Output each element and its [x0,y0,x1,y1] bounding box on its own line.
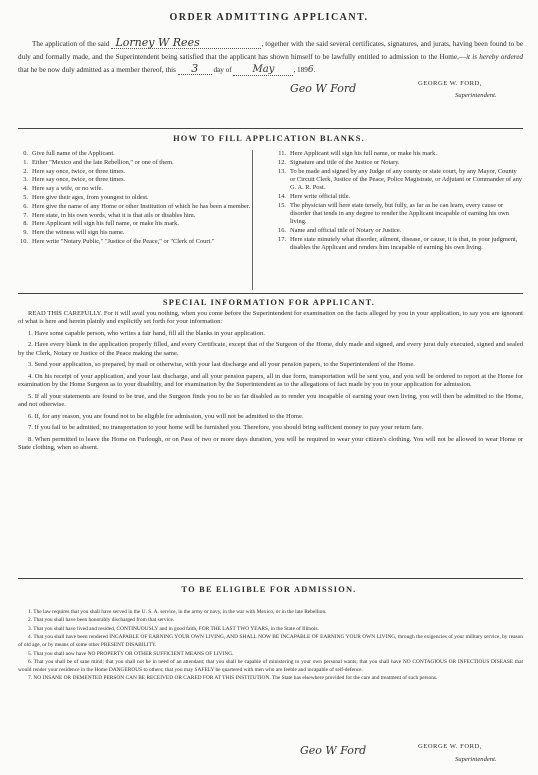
paragraph: 5. If all your statements are found to be true, and the Surgeon finds you to be so far disabled as to render you incapable of earning your own living, you will then be admitted to the Home, and not otherwise. [18,392,523,408]
paragraph: READ THIS CAREFULLY. For it will avail you nothing, when you come before the Superintendent for examination on the facts alleged by you in your application, to say you are ignorant of what is here and herein plainly and explicitly set forth for your information: [18,310,523,326]
item-text: Here the witness will sign his name. [32,229,125,237]
divider [18,128,523,129]
applicant-name-field: Lorney W Rees [111,38,261,49]
how-to-right-column [276,150,523,253]
list-item [18,194,263,202]
divider [18,578,523,579]
item-number: 5. [23,193,28,201]
item-number: 17. [278,235,286,243]
order-text-1: The application of the said [32,40,110,48]
list-item [18,150,263,158]
order-title: ORDER ADMITTING APPLICANT. [169,12,369,23]
item-number: 3. [23,176,28,184]
item-number: 13. [278,167,286,175]
list-item [18,168,263,176]
item-text: Here Applicant will sign his full name, or make his mark. [290,150,437,157]
list-item [18,220,263,228]
item-number: 4. [23,185,28,193]
item-number: 9. [23,229,28,237]
item-text: Here say once, twice, or three times. [32,176,126,184]
eligible-body [18,608,523,683]
item-text: Here say once, twice, or three times. [32,167,126,175]
order-signature: Geo W Ford [290,82,357,95]
order-paragraph: The application of the said Lorney W Rees , together with the said several certificates, signatures, and jurats, having been found to be duly and formally made, and the Superintendent being satisfied that the applicant has shown himself to be lawfully entitled to admission to the Home,—it is hereby ordered that he be now duly admitted as a member thereof, this 3 day of May , 1896. [18,36,524,75]
item-number: 7. [23,211,28,219]
item-number: 10. [20,237,28,245]
paragraph: 2. That you shall have been honorably discharged from that service. [28,617,175,624]
item-number: 0. [23,150,28,157]
item-number: 6. [23,202,28,210]
order-text-2: , together with the said several certificates, signatures, and jurats, having been found to be duly and formally made, and the Superintendent being satisfied that the applicant has shown himself to be lawfully entitled to admission to the Home,— [18,40,524,61]
paragraph: 6. That you shall be of sane mind; that you shall not be in need of an attendant; that you shall be capable of ministering to your own personal wants; that you shall have NO CONTAGIOUS OR INFECTIOUS DISEASE that would render your residence in the Home DANGEROUS to others; that you may SAFELY be quartered with men who are feeble and incapable of self-defence. [18,658,523,673]
list-item [18,159,263,167]
eligible-signer-title: Superintendent. [455,756,497,763]
item-number: 2. [23,167,28,175]
list-item [18,238,263,246]
order-text-ordered: it is hereby ordered [466,53,523,61]
item-number: 12. [278,158,286,166]
day-label: day of [213,66,232,74]
special-info-title: SPECIAL INFORMATION FOR APPLICANT. [162,298,376,307]
item-text: Here give the name of any Home or other Institution of which he has been a member. [32,202,251,210]
item-text: Here write "Notary Public," "Justice of the Peace," or "Clerk of Court." [32,237,215,245]
how-to-title: HOW TO FILL APPLICATION BLANKS. [173,134,365,143]
item-number: 15. [278,201,286,209]
paragraph: 3. That you shall have lived and resided, CONTINUOUSLY and in good faith, FOR THE LAST TWO YEARS, in the State of Illinois. [28,625,319,632]
item-text: Here give their ages, from youngest to oldest. [32,193,149,201]
divider [18,293,523,294]
list-item [18,212,263,220]
list-item [276,236,523,252]
day-field: 3 [178,64,212,75]
paragraph: 4. That you shall have been rendered INCAPABLE OF EARNING YOUR OWN LIVING, AND SHALL NOW BE INCAPABLE OF EARNING YOUR OWN LIVING, through the exigencies of your military service, by reason of old age, or by means of some other PRESENT DISABILITY. [18,634,523,649]
item-text: Name and official title of Notary or Justice. [290,226,402,234]
paragraph: 4. On his receipt of your application, and your last discharge, and all your pension papers, all in due form, transportation will be sent you, and you will be ordered to report at the Home for examination by the Home Surgeon as to your disability, and for examination by the Superintendent as to the allegations of fact made by you in your application for admission. [18,372,523,389]
paragraph: 2. Have every blank in the application properly filled, and every Certificate, except that of the Surgeon of the Home, duly made and signed, and every jurat duly executed, signed and sealed by the Clerk, Notary or Justice of the Peace making the same. [18,341,523,357]
list-item [18,176,263,184]
order-signer-name: GEORGE W. FORD, [418,80,482,87]
paragraph: 7. If you fail to be admitted, no transportation to your home will be furnished you. Therefore, you should bring sufficient money to pay your return fare. [28,424,424,432]
item-text: Here say a wife, or no wife. [32,185,103,193]
list-item [276,193,523,201]
eligible-signer-name: GEORGE W. FORD, [418,743,482,750]
item-number: 1. [23,158,28,166]
item-number: 16. [278,226,286,234]
item-text: Here Applicant will sign his full name, or make his mark. [32,220,179,228]
year-field: 6 [307,65,314,75]
list-item [276,227,523,235]
item-text: Signature and title of the Justice or Notary. [290,158,400,166]
list-item [276,168,523,193]
order-signer-title: Superintendent. [455,92,497,99]
list-item [18,229,263,237]
paragraph: 8. When permitted to leave the Home on Furlough, or on Pass of two or more days duration, you will be required to wear your citizen's clothing. You will not be allowed to wear Home or State clothing, when so absent. [18,435,523,451]
paragraph: 7. NO INSANE OR DEMENTED PERSON CAN BE RECEIVED OR CARED FOR AT THIS INSTITUTION. The State has elsewhere provided for the care and treatment of such persons. [28,675,438,682]
item-text: To be made and signed by any Judge of any county or state court, by any Mayor, County or Circuit Clerk, Justice of the Peace, Police Magistrate, or Adjutant or Commander of any G. A. R. Post. [290,167,522,191]
list-item [18,185,263,193]
month-field: May [233,65,293,76]
item-number: 8. [23,220,28,228]
item-text: Either "Mexico and the late Rebellion," or one of them. [32,158,174,166]
item-text: Here write official title. [290,192,351,200]
how-to-left-column [18,150,263,247]
item-number: 11. [278,150,286,157]
item-text: Here state, in his own words, what it is that ails or disables him. [32,211,196,219]
list-item [276,159,523,167]
eligible-title: TO BE ELIGIBLE FOR ADMISSION. [181,585,357,594]
year-label: 189 [297,66,308,74]
item-text: The physician will here state tersely, but fully, as far as he can learn, every cause or disorder that tends in any degree to render the Applicant incapable of earning his own living. [290,201,509,225]
paragraph: 1. The law requires that you shall have served in the U. S. A. service, in the army or navy, in the war with Mexico, or in the late Rebellion. [28,609,327,615]
paragraph: 1. Have some capable person, who writes a fair hand, fill all the blanks in your application. [28,329,265,337]
eligible-signature: Geo W Ford [300,744,367,757]
paragraph: 6. If, for any reason, you are found not to be eligible for admission, you will not be admitted to the Home. [28,412,304,420]
item-number: 14. [278,192,286,200]
list-item [276,202,523,227]
list-item [18,203,263,211]
special-info-body [18,310,523,456]
paragraph: 5. That you shall now have NO PROPERTY OR OTHER SUFFICIENT MEANS OF LIVING. [28,650,234,657]
item-text: Here state minutely what disorder, ailment, disease, or cause, it is that, in your judgment, disables the Applicant and renders him incapable of earning his own living. [290,235,518,251]
item-text: Give full name of the Applicant. [32,150,115,157]
column-divider [252,150,253,290]
list-item [276,150,523,158]
order-text-3: that he be now duly admitted as a member thereof, this [18,66,176,74]
paragraph: 3. Send your application, so prepared, by mail or otherwise, with your last discharge and all your pension papers, to the Superintendent of the Home. [28,361,415,369]
